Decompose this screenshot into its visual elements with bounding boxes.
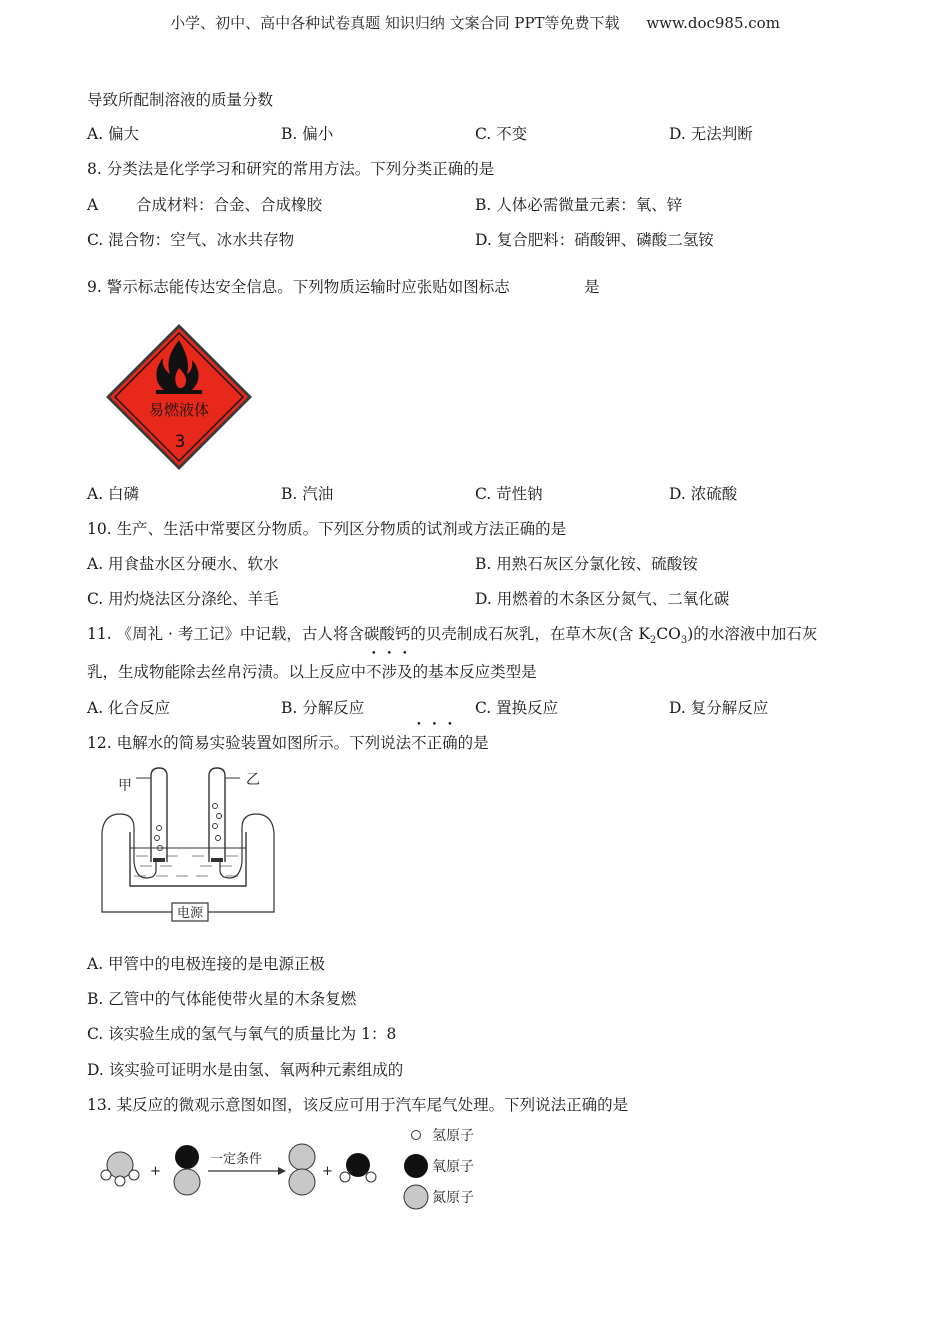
q7-option-c: C. 不变: [475, 125, 528, 143]
reaction-micro-diagram: [98, 1125, 498, 1217]
q7-tail: 导致所配制溶液的质量分数: [87, 91, 274, 109]
svg-text:+: +: [322, 1164, 333, 1179]
emphasis-incorrect: 不正确: [411, 734, 458, 752]
q8-stem: 8. 分类法是化学学习和研究的常用方法。下列分类正确的是: [87, 160, 495, 178]
electrolysis-apparatus: [96, 762, 282, 924]
svg-text:+: +: [150, 1164, 161, 1179]
q13-stem: 13. 某反应的微观示意图如图，该反应可用于汽车尾气处理。下列说法正确的是: [87, 1096, 629, 1114]
q9-option-b: B. 汽油: [281, 485, 334, 503]
q11-option-d: D. 复分解反应: [669, 699, 769, 717]
q8-option-b: B. 人体必需微量元素：氧、锌: [475, 196, 683, 214]
q11-line1: 11. 《周礼 · 考工记》中记载，古人将含碳酸钙的贝壳制成石灰乳，在草木灰(含 $K_2CO_3$)的水溶液中加石灰: [87, 625, 818, 647]
label-yi: 乙: [246, 772, 260, 788]
q7-option-d: D. 无法判断: [669, 125, 753, 143]
label-jia: 甲: [118, 778, 132, 794]
ammonia-molecule-icon: [101, 1152, 139, 1186]
q12-stem: 12. 电解水的简易实验装置如图所示。下列说法不正确的是: [87, 734, 489, 752]
q8-option-d: D. 复合肥料：硝酸钾、磷酸二氢铵: [475, 231, 714, 249]
q12-option-a: A. 甲管中的电极连接的是电源正极: [87, 955, 326, 973]
legend-hydrogen: 氢原子: [432, 1128, 474, 1144]
q11-line2: 乳，生成物能除去丝帛污渍。以上反应中不涉及的基本反应类型是: [87, 663, 537, 681]
q7-option-b: B. 偏小: [281, 125, 334, 143]
q10-option-d: D. 用燃着的木条区分氮气、二氧化碳: [475, 590, 730, 608]
q11-option-b: B. 分解反应: [281, 699, 365, 717]
q9-stem: 9. 警示标志能传达安全信息。下列物质运输时应张贴如图标志: [87, 278, 510, 296]
water-molecule-icon: [340, 1153, 376, 1182]
legend-oxygen: 氧原子: [432, 1159, 474, 1175]
flammable-liquid-sign: [104, 322, 254, 472]
q9-option-a: A. 白磷: [87, 485, 140, 503]
q9-stem-end: 是: [584, 278, 600, 296]
emphasis-not-involved: 不涉及: [366, 663, 413, 681]
page-header: [0, 12, 950, 33]
q8-option-a: 合成材料：合金、合成橡胶: [136, 196, 323, 214]
legend-nitrogen: 氮原子: [432, 1190, 474, 1206]
q8-option-a-label: A: [87, 196, 99, 214]
q10-option-a: A. 用食盐水区分硬水、软水: [87, 555, 279, 573]
q10-option-b: B. 用熟石灰区分氯化铵、硫酸铵: [475, 555, 698, 573]
header-text: 小学、初中、高中各种试卷真题 知识归纳 文案合同 PPT等免费下载: [170, 14, 620, 32]
q9-option-d: D. 浓硫酸: [669, 485, 738, 503]
q8-option-c: C. 混合物：空气、冰水共存物: [87, 231, 295, 249]
q10-option-c: C. 用灼烧法区分涤纶、羊毛: [87, 590, 279, 608]
sign-number: 3: [174, 432, 186, 452]
condition-label: 一定条件: [210, 1152, 263, 1167]
q11-option-a: A. 化合反应: [87, 699, 171, 717]
q11-option-c: C. 置换反应: [475, 699, 559, 717]
nitric-oxide-molecule-icon: [174, 1145, 200, 1195]
header-site: www.doc985.com: [646, 14, 780, 32]
sign-text: 易燃液体: [148, 401, 210, 419]
q10-stem: 10. 生产、生活中常要区分物质。下列区分物质的试剂或方法正确的是: [87, 520, 567, 538]
q12-option-d: D. 该实验可证明水是由氢、氧两种元素组成的: [87, 1061, 404, 1079]
q7-option-a: A. 偏大: [87, 125, 140, 143]
q12-option-c: C. 该实验生成的氢气与氧气的质量比为 1：8: [87, 1025, 397, 1043]
q12-option-b: B. 乙管中的气体能使带火星的木条复燃: [87, 990, 357, 1008]
power-label: 电源: [176, 906, 204, 921]
nitrogen-molecule-icon: [289, 1144, 315, 1195]
q9-option-c: C. 苛性钠: [475, 485, 543, 503]
